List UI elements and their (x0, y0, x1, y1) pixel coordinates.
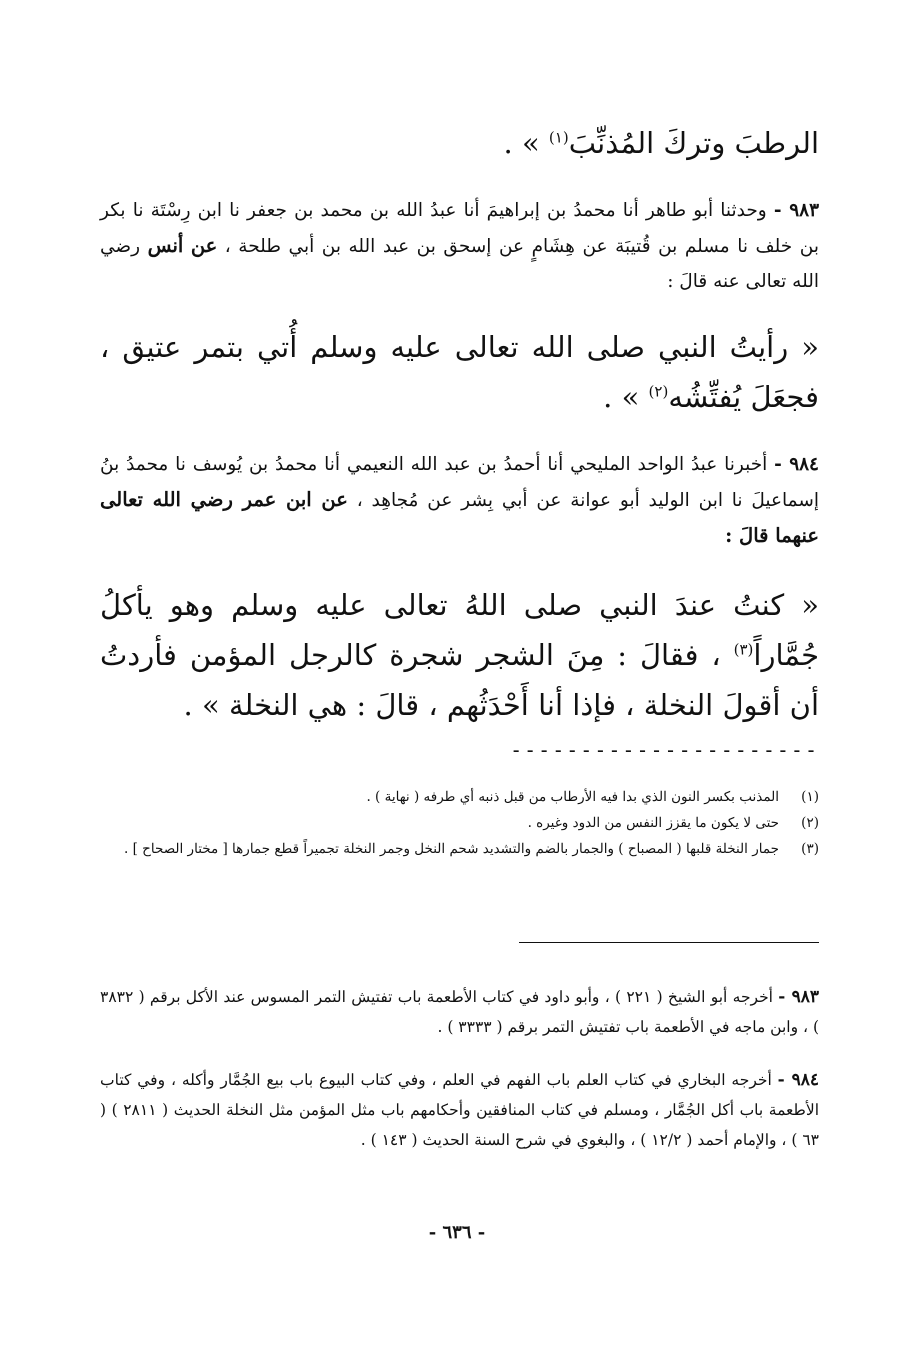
takhrij-984-number: ٩٨٤ - (777, 1070, 819, 1090)
hadith-984-isnad (100, 447, 819, 554)
takhrij-983-text: أخرجه أبو الشيخ ( ٢٢١ ) ، وأبو داود في كتاب الأطعمة باب تفتيش التمر المسوس عند الأكل برقم ( ٣٨٣٢ ) ، وابن ماجه في الأطعمة باب تفتيش التمر برقم ( ٣٣٣٣ ) . (100, 988, 819, 1036)
footnote-text: حتى لا يكون ما يقزز النفس من الدود وغيره . (527, 815, 779, 831)
continued-matn-tail: » . (503, 126, 549, 160)
hadith-983-isnad-end: رضي الله تعالى عنه قالَ : (100, 236, 819, 292)
hadith-983-anas: أنس (147, 234, 184, 257)
footnote-item (100, 836, 819, 862)
hadith-984-isnad-text: أخبرنا عبدُ الواحد المليحي أنا أحمدُ بن عبد الله النعيمي أنا محمدُ بن يُوسف نا محمدُ بنُ إسماعيلَ نا ابن الوليد أبو عوانة عن أبي بِشر عن مُجاهِد ، (100, 454, 819, 511)
footnote-item (100, 810, 819, 836)
hadith-983-matn-text: « رأيتُ النبي صلى الله تعالى عليه وسلم أُتي بتمر عتيق ، فجعَلَ يُفتِّشُه (100, 330, 819, 414)
hadith-983-isnad-text: وحدثنا أبو طاهر أنا محمدُ بن إبراهيمَ أنا عبدُ الله بن محمد بن جعفر نا ابن رِسْتَة نا بكر بن خلف نا مسلم بن قُتيبَة عن هِشَامٍ عن إسحق بن عبد الله بن أبي طلحة ، (100, 200, 819, 257)
takhrij-983 (100, 982, 819, 1042)
footnote-number: (١) (801, 789, 819, 805)
continued-matn (100, 118, 819, 168)
footnotes (100, 784, 819, 862)
hadith-984-matn-text: « كنتُ عندَ النبي صلى اللهُ تعالى عليه وسلم وهو يأكلُ جُمَّاراً (100, 588, 819, 672)
footnote-ref-2: (٢) (648, 382, 669, 401)
hadith-983-an: عن (190, 234, 218, 257)
hadith-983-matn-tail: » . (603, 380, 649, 414)
footnote-text: المذنب بكسر النون الذي بدا فيه الأرطاب من قبل ذنبه أي طرفه ( نهاية ) . (366, 789, 779, 805)
footnote-number: (٢) (801, 815, 819, 831)
page-number: - ٦٣٦ - (428, 1222, 486, 1243)
takhrij-divider (519, 942, 819, 943)
footnote-ref-3: (٣) (733, 640, 754, 659)
continued-matn-text: الرطبَ وتركَ المُذنِّبَ (568, 126, 819, 160)
hadith-984-matn-rest: ، فقالَ : مِنَ الشجر شجرة كالرجل المؤمن فأردتُ أن أقولَ النخلة ، فإذا أنا أَحْدَثُهم ، قالَ : هي النخلة » . (100, 638, 819, 722)
hadith-984-number: ٩٨٤ - (774, 454, 819, 475)
footnote-item (100, 784, 819, 810)
footnote-text: جمار النخلة قلبها ( المصباح ) والجمار بالضم والتشديد شحم النخل وجمر النخلة تجميراً قطع جمارها [ مختار الصحاح ] . (124, 841, 779, 857)
hadith-984-matn (100, 580, 819, 730)
footnote-number: (٣) (801, 841, 819, 857)
hadith-983-isnad (100, 193, 819, 299)
hadith-983-number: ٩٨٣ - (773, 200, 820, 221)
takhrij-984 (100, 1065, 819, 1155)
hadith-984-narrator: عن ابن عمر رضي الله تعالى عنهما قالَ : (100, 488, 819, 547)
footnote-ref-1: (١) (548, 128, 569, 147)
footnote-separator: ---------------------- (510, 738, 819, 762)
hadith-983-matn (100, 322, 819, 422)
takhrij-983-number: ٩٨٣ - (778, 987, 819, 1007)
takhrij-984-text: أخرجه البخاري في كتاب العلم باب الفهم في العلم ، وفي كتاب البيوع باب بيع الجُمَّار وأكله ، وفي كتاب الأطعمة باب أكل الجُمَّار ، ومسلم في كتاب المنافقين وأحكامهم باب مثل المؤمن مثل النخلة الحديث ( ٢٨١١ ) ( ٦٣ ) ، والإمام أحمد ( ١٢/٢ ) ، والبغوي في شرح السنة الحديث ( ١٤٣ ) . (100, 1071, 819, 1149)
